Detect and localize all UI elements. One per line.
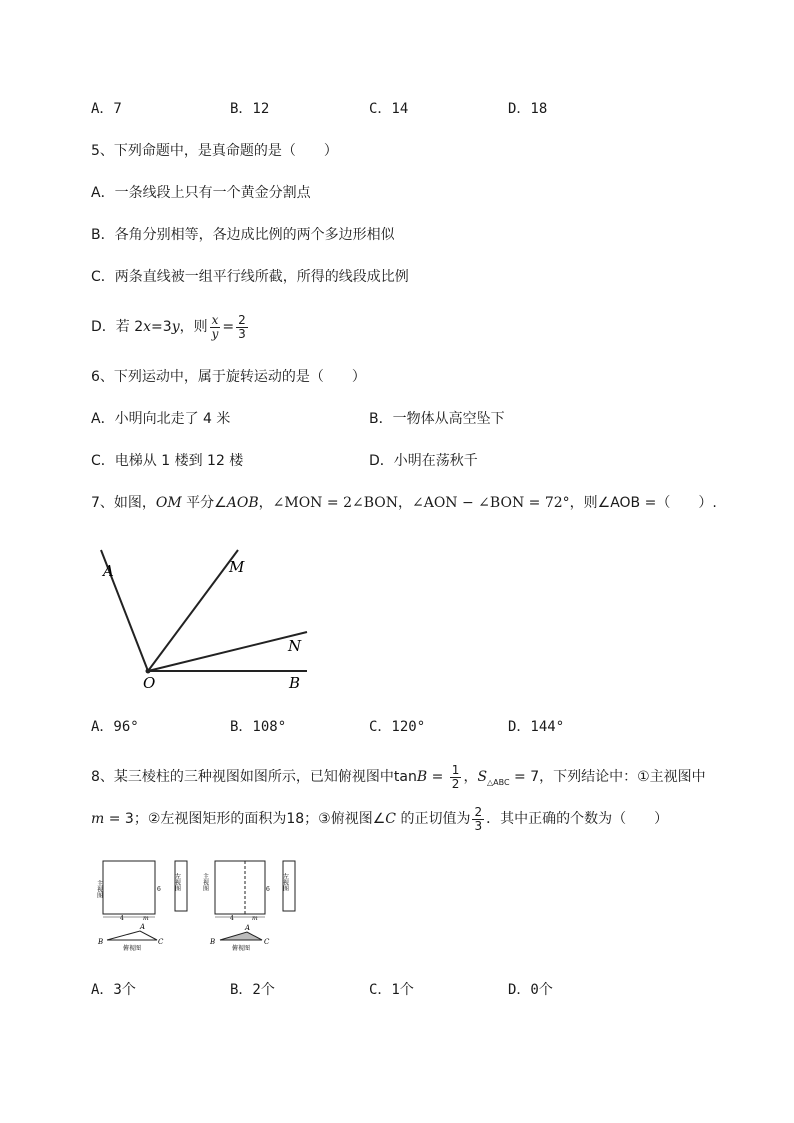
point-o	[146, 669, 151, 674]
q8-option-d: D．0个	[508, 982, 553, 998]
q8-fraction-half	[450, 764, 462, 791]
width-label: 4	[230, 915, 234, 922]
q5-stem: 5、下列命题中，是真命题的是（ ）	[91, 143, 338, 159]
q8-line2-b: 的正切值为	[396, 811, 471, 827]
top-view-label: 俯视图	[123, 945, 142, 952]
q4-option-a: A．7	[91, 101, 122, 117]
q8-f2-den: 3	[474, 818, 483, 833]
q5-d-res-den: 3	[238, 326, 246, 341]
label-b: B	[98, 938, 104, 946]
label-c: C	[158, 938, 164, 946]
height-label: 6	[266, 886, 270, 893]
q5-d-y: y	[171, 319, 180, 335]
width-label: 4	[120, 915, 124, 922]
q8-line1	[91, 760, 706, 800]
q5-option-c: C．两条直线被一组平行线所截，所得的线段成比例	[91, 269, 409, 285]
q8-three-views-figure-2	[200, 855, 310, 955]
label-a: A	[140, 923, 146, 931]
q8-f1-den: 2	[451, 776, 460, 791]
label-o: O	[143, 674, 156, 692]
q8-f2-num: 2	[474, 804, 483, 819]
q5-option-b: B．各角分别相等，各边成比例的两个多边形相似	[91, 227, 395, 243]
label-b: B	[210, 938, 216, 946]
m-label: m	[252, 915, 258, 922]
q4-option-d: D．18	[508, 101, 548, 117]
q7-angle-figure	[95, 540, 325, 695]
q5-d-fraction-xy	[210, 314, 221, 341]
q8-b: B	[416, 769, 428, 785]
q7-cond1: ，∠MON = 2∠BON	[258, 495, 398, 511]
q5-d-frac-den: y	[211, 326, 219, 341]
q5-d-res-num: 2	[238, 312, 246, 327]
q5-d-prefix: D．若 2	[91, 319, 144, 335]
label-a: A	[103, 562, 114, 580]
q7-aob: AOB	[226, 495, 259, 511]
q8-line1-a: 8、某三棱柱的三种视图如图所示，已知俯视图中tan	[91, 769, 417, 785]
q8-c: C	[385, 811, 397, 827]
q8-three-views-figure-1	[95, 855, 205, 955]
left-view-label: 左视图	[281, 873, 289, 891]
q6-stem: 6、下列运动中，属于旋转运动的是（ ）	[91, 369, 366, 385]
q8-option-b: B．2个	[230, 982, 275, 998]
q4-option-b: B．12	[230, 101, 270, 117]
main-view-label: 主视图	[95, 880, 103, 898]
q4-option-c: C．14	[369, 101, 409, 117]
q5-d-x: x	[143, 319, 152, 335]
q5-d-frac-num: x	[211, 312, 219, 327]
m-label: m	[143, 915, 149, 922]
q8-fraction-two-thirds	[472, 806, 484, 833]
q7-stem-start: 7、如图，	[91, 495, 156, 511]
q5-d-eq: =3	[151, 319, 172, 335]
q8-line2-c: ．其中正确的个数为（ ）	[486, 811, 669, 827]
q5-option-a: A．一条线段上只有一个黄金分割点	[91, 185, 311, 201]
q5-d-equals: =	[222, 319, 235, 335]
q8-line1-b: ，	[463, 769, 478, 785]
q6-option-b: B．一物体从高空坠下	[369, 411, 505, 427]
q7-option-a: A．96°	[91, 719, 139, 735]
q5-option-d	[91, 310, 250, 344]
q7-om: OM	[155, 495, 182, 511]
q8-option-a: A．3个	[91, 982, 136, 998]
label-n: N	[288, 637, 302, 655]
label-c: C	[264, 938, 270, 946]
q8-m: m	[91, 811, 105, 827]
left-view-label: 左视图	[173, 873, 181, 891]
q8-s-sub: △ABC	[487, 777, 510, 787]
q8-line2	[91, 802, 668, 836]
label-m: M	[229, 558, 245, 576]
q7-cond2: ，∠AON − ∠BON = 72°	[397, 495, 570, 511]
top-view-label: 俯视图	[232, 945, 251, 952]
q8-line1-c: = 7，下列结论中：①主视图中	[509, 769, 706, 785]
q7-stem-mid: 平分∠	[181, 495, 227, 511]
q8-line2-a: = 3；②左视图矩形的面积为18；③俯视图∠	[104, 811, 386, 827]
label-a: A	[245, 924, 251, 932]
q8-s: S	[477, 769, 488, 785]
q6-option-a: A．小明向北走了 4 米	[91, 411, 231, 427]
q5-d-then: ，则	[179, 319, 208, 335]
q6-option-c: C．电梯从 1 楼到 12 楼	[91, 453, 244, 469]
main-view-rect	[215, 861, 265, 914]
top-view-triangle	[107, 931, 157, 940]
label-b: B	[289, 674, 301, 692]
q7-stem-end: ，则∠AOB =（ ）.	[569, 495, 717, 511]
q6-option-d: D．小明在荡秋千	[369, 453, 478, 469]
q5-d-fraction-result	[236, 314, 248, 341]
q7-option-d: D．144°	[508, 719, 565, 735]
q8-option-c: C．1个	[369, 982, 414, 998]
main-view-label: 主视图	[201, 873, 209, 891]
q8-eq1: =	[427, 769, 448, 785]
q7-option-b: B．108°	[230, 719, 287, 735]
main-view-rect	[103, 861, 155, 914]
q7-stem	[91, 493, 717, 513]
top-view-triangle	[220, 932, 262, 940]
q8-f1-num: 1	[451, 762, 460, 777]
q7-option-c: C．120°	[369, 719, 426, 735]
height-label: 6	[157, 886, 161, 893]
